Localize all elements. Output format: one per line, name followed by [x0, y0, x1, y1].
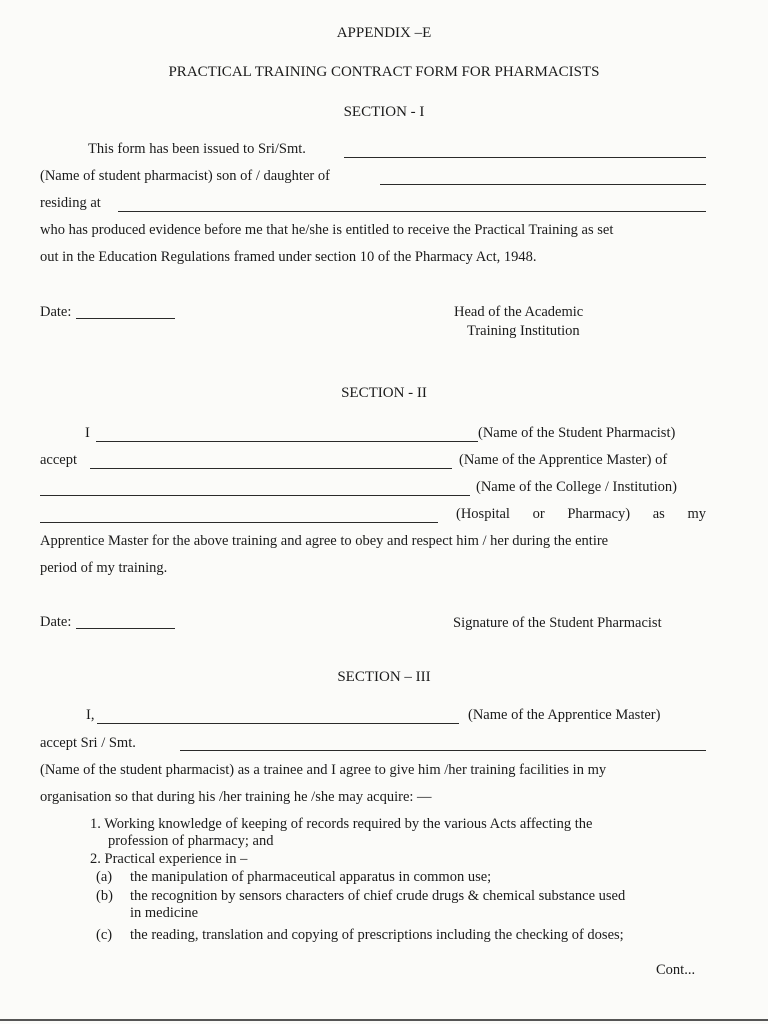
- hospital-word-3: Pharmacy): [567, 506, 631, 522]
- section-2-heading: SECTION - II: [341, 385, 427, 401]
- section-3-para-line-2: organisation so that during his /her training he /she may acquire: —: [40, 789, 432, 805]
- list-item-c-text: the reading, translation and copying of prescriptions including the checking of doses;: [130, 927, 624, 943]
- section-1-date-label: Date:: [40, 304, 72, 320]
- section-3-master-label: (Name of the Apprentice Master): [468, 707, 661, 723]
- section-2-para-line-2: period of my training.: [40, 560, 168, 576]
- section-3-student-blank: [180, 750, 706, 751]
- section-2-i: I: [85, 425, 90, 441]
- hospital-word-1: (Hospital: [456, 506, 510, 522]
- form-title: PRACTICAL TRAINING CONTRACT FORM FOR PHARMACISTS: [168, 64, 600, 80]
- hospital-word-4: as: [652, 506, 665, 522]
- section-2-accept: accept: [40, 452, 78, 468]
- section-3-para-line-1: (Name of the student pharmacist) as a trainee and I agree to give him /her training facilities in my: [40, 762, 607, 778]
- college-blank: [40, 495, 470, 496]
- section-2-para-line-1: Apprentice Master for the above training and agree to obey and respect him / her during the entire: [40, 533, 609, 549]
- section-2-date-label: Date:: [40, 614, 72, 630]
- appendix-label: APPENDIX –E: [336, 25, 432, 41]
- head-academic-line-2: Training Institution: [467, 323, 580, 339]
- section-1-para-line-2: out in the Education Regulations framed under section 10 of the Pharmacy Act, 1948.: [40, 249, 537, 265]
- list-item-b-text-2: in medicine: [130, 905, 199, 921]
- list-item-c-label: (c): [96, 927, 113, 943]
- list-item-a-label: (a): [96, 869, 113, 885]
- hospital-blank: [40, 522, 438, 523]
- student-name-label: (Name of the Student Pharmacist): [478, 425, 676, 441]
- continued-label: Cont...: [656, 962, 696, 978]
- list-item-1-line-1: 1. Working knowledge of keeping of records required by the various Acts affecting the: [90, 816, 593, 832]
- residing-at-blank: [118, 211, 706, 212]
- issued-to-blank: [344, 157, 706, 158]
- list-item-1-line-2: profession of pharmacy; and: [108, 833, 274, 849]
- student-signature-label: Signature of the Student Pharmacist: [453, 615, 662, 631]
- section-2-date-blank: [76, 628, 175, 629]
- college-label: (Name of the College / Institution): [476, 479, 677, 495]
- section-1-heading: SECTION - I: [343, 104, 425, 120]
- son-of-blank: [380, 184, 706, 185]
- page-bottom-edge: [0, 1019, 768, 1021]
- master-name-blank: [90, 468, 452, 469]
- issued-to-text: This form has been issued to Sri/Smt.: [88, 141, 306, 157]
- master-name-label: (Name of the Apprentice Master) of: [459, 452, 668, 468]
- list-item-2: 2. Practical experience in –: [90, 851, 248, 867]
- head-academic-line-1: Head of the Academic: [454, 304, 584, 320]
- section-1-para-line-1: who has produced evidence before me that he/she is entitled to receive the Practical Training as set: [40, 222, 614, 238]
- section-3-master-blank: [97, 723, 459, 724]
- hospital-word-5: my: [687, 506, 706, 522]
- hospital-word-2: or: [532, 506, 545, 522]
- student-name-blank: [96, 441, 478, 442]
- hospital-label: [456, 506, 706, 523]
- name-son-of-text: (Name of student pharmacist) son of / daughter of: [40, 168, 330, 184]
- residing-at-text: residing at: [40, 195, 101, 211]
- list-item-a-text: the manipulation of pharmaceutical apparatus in common use;: [130, 869, 492, 885]
- list-item-b-text-1: the recognition by sensors characters of chief crude drugs & chemical substance used: [130, 888, 626, 904]
- section-3-i: I,: [86, 707, 95, 723]
- list-item-b-label: (b): [96, 888, 113, 904]
- section-3-accept: accept Sri / Smt.: [40, 735, 136, 751]
- section-1-date-blank: [76, 318, 175, 319]
- section-3-heading: SECTION – III: [337, 669, 431, 685]
